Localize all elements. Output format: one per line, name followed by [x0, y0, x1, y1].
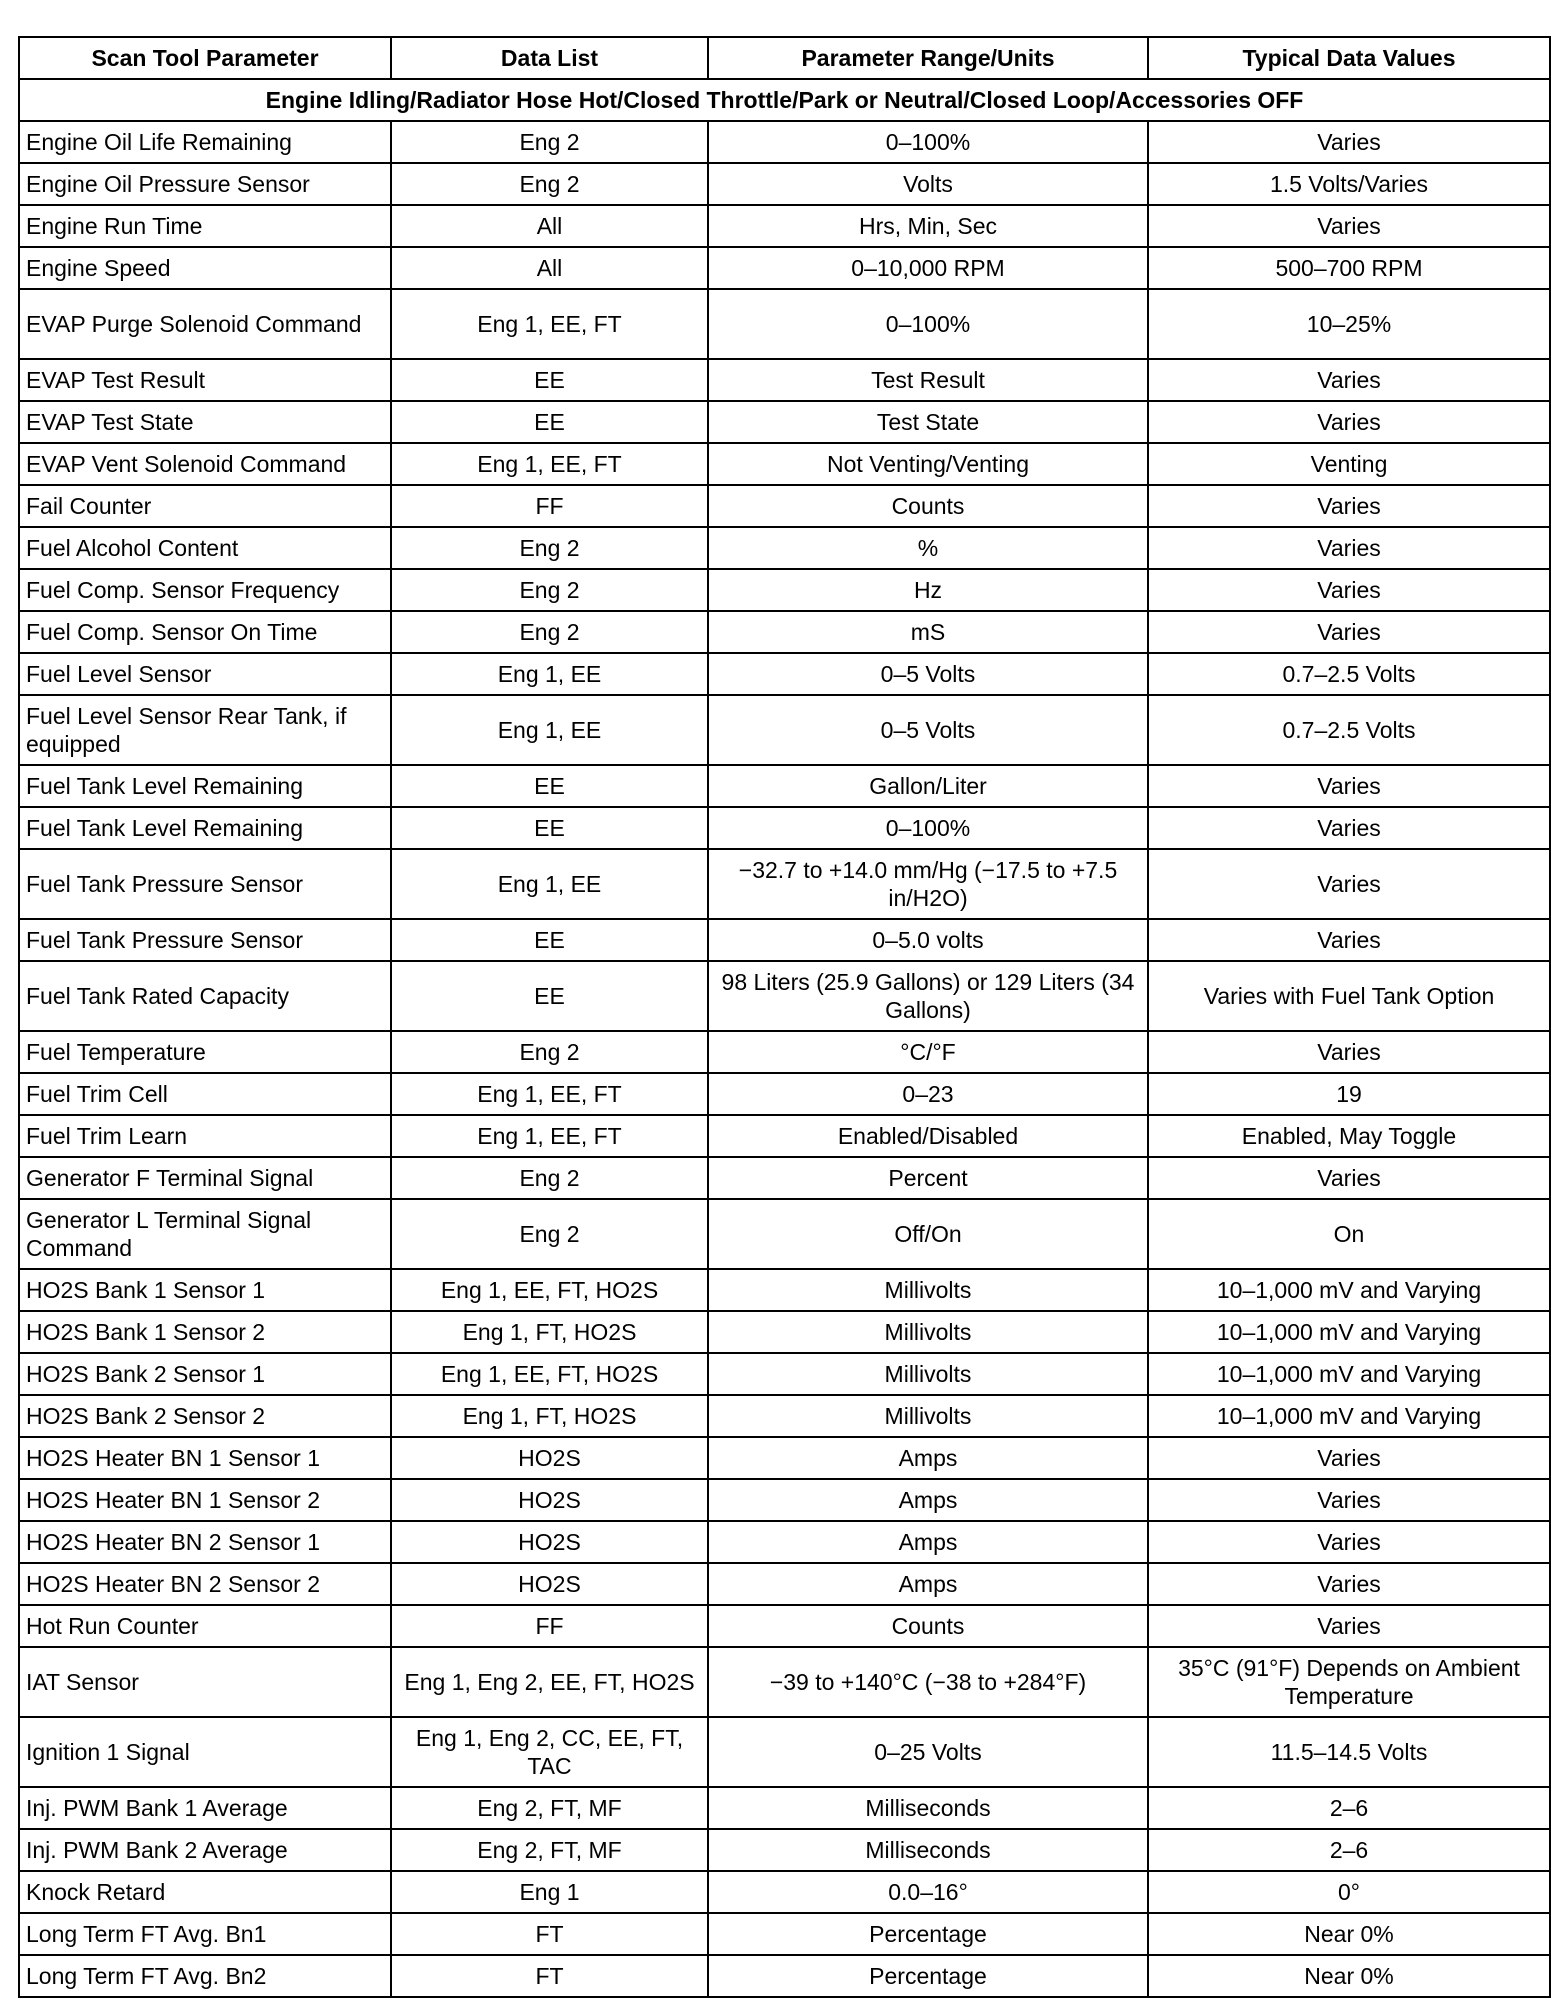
data-list-cell: Eng 1, FT, HO2S [391, 1311, 708, 1353]
data-list-cell: Eng 2 [391, 163, 708, 205]
table-row [19, 1521, 1550, 1563]
parameter-cell: Long Term FT Avg. Bn2 [19, 1955, 391, 1997]
range-units-cell: Millivolts [708, 1395, 1148, 1437]
range-units-cell: Volts [708, 163, 1148, 205]
table-row [19, 485, 1550, 527]
data-list-cell: Eng 1, Eng 2, EE, FT, HO2S [391, 1647, 708, 1717]
range-units-cell: Percentage [708, 1913, 1148, 1955]
typical-value-cell: 10–25% [1148, 289, 1550, 359]
typical-value-cell: Varies [1148, 359, 1550, 401]
parameter-cell: Engine Oil Life Remaining [19, 121, 391, 163]
table-row [19, 527, 1550, 569]
typical-value-cell: Varies [1148, 807, 1550, 849]
data-list-cell: HO2S [391, 1479, 708, 1521]
column-header-parameter: Scan Tool Parameter [19, 37, 391, 79]
typical-value-cell: Varies [1148, 569, 1550, 611]
range-units-cell: 0.0–16° [708, 1871, 1148, 1913]
table-row [19, 1871, 1550, 1913]
typical-value-cell: 35°C (91°F) Depends on Ambient Temperature [1148, 1647, 1550, 1717]
table-row [19, 807, 1550, 849]
typical-value-cell: 10–1,000 mV and Varying [1148, 1353, 1550, 1395]
data-list-cell: All [391, 247, 708, 289]
range-units-cell: Gallon/Liter [708, 765, 1148, 807]
data-list-cell: EE [391, 807, 708, 849]
data-list-cell: Eng 1, EE, FT [391, 443, 708, 485]
parameter-cell: EVAP Vent Solenoid Command [19, 443, 391, 485]
table-row [19, 443, 1550, 485]
parameter-cell: Generator L Terminal Signal Command [19, 1199, 391, 1269]
data-list-cell: Eng 2 [391, 611, 708, 653]
table-row [19, 1031, 1550, 1073]
data-list-cell: FT [391, 1955, 708, 1997]
parameter-cell: Fuel Tank Pressure Sensor [19, 849, 391, 919]
typical-value-cell: 19 [1148, 1073, 1550, 1115]
typical-value-cell: 1.5 Volts/Varies [1148, 163, 1550, 205]
parameter-cell: Generator F Terminal Signal [19, 1157, 391, 1199]
parameter-cell: HO2S Bank 1 Sensor 2 [19, 1311, 391, 1353]
typical-value-cell: Venting [1148, 443, 1550, 485]
data-list-cell: FF [391, 1605, 708, 1647]
table-row [19, 163, 1550, 205]
table-row [19, 1563, 1550, 1605]
typical-value-cell: Varies [1148, 919, 1550, 961]
parameter-cell: HO2S Bank 2 Sensor 1 [19, 1353, 391, 1395]
parameter-cell: Fuel Tank Level Remaining [19, 807, 391, 849]
data-list-cell: Eng 1, Eng 2, CC, EE, FT, TAC [391, 1717, 708, 1787]
table-row [19, 289, 1550, 359]
data-list-cell: HO2S [391, 1563, 708, 1605]
range-units-cell: Counts [708, 485, 1148, 527]
table-row [19, 401, 1550, 443]
range-units-cell: 0–23 [708, 1073, 1148, 1115]
range-units-cell: 0–5.0 volts [708, 919, 1148, 961]
typical-value-cell: Enabled, May Toggle [1148, 1115, 1550, 1157]
table-row [19, 695, 1550, 765]
range-units-cell: Percentage [708, 1955, 1148, 1997]
parameter-cell: Fuel Tank Rated Capacity [19, 961, 391, 1031]
data-list-cell: Eng 2 [391, 569, 708, 611]
data-list-cell: Eng 1, EE [391, 695, 708, 765]
table-row [19, 1479, 1550, 1521]
table-row [19, 849, 1550, 919]
table-row [19, 611, 1550, 653]
parameter-cell: Fuel Tank Level Remaining [19, 765, 391, 807]
table-row [19, 1115, 1550, 1157]
data-list-cell: EE [391, 765, 708, 807]
data-list-cell: Eng 1, EE, FT [391, 1073, 708, 1115]
typical-value-cell: Varies [1148, 121, 1550, 163]
table-row [19, 919, 1550, 961]
range-units-cell: Test State [708, 401, 1148, 443]
data-list-cell: All [391, 205, 708, 247]
range-units-cell: Hrs, Min, Sec [708, 205, 1148, 247]
table-row [19, 1395, 1550, 1437]
table-row [19, 1913, 1550, 1955]
parameter-cell: Long Term FT Avg. Bn1 [19, 1913, 391, 1955]
data-list-cell: Eng 1, EE, FT, HO2S [391, 1353, 708, 1395]
table-row [19, 1717, 1550, 1787]
range-units-cell: −32.7 to +14.0 mm/Hg (−17.5 to +7.5 in/H2O) [708, 849, 1148, 919]
range-units-cell: Enabled/Disabled [708, 1115, 1148, 1157]
data-list-cell: HO2S [391, 1521, 708, 1563]
typical-value-cell: 10–1,000 mV and Varying [1148, 1395, 1550, 1437]
range-units-cell: 0–100% [708, 289, 1148, 359]
table-row [19, 1311, 1550, 1353]
parameter-cell: Fuel Trim Cell [19, 1073, 391, 1115]
typical-value-cell: Varies [1148, 205, 1550, 247]
range-units-cell: Amps [708, 1437, 1148, 1479]
parameter-cell: HO2S Heater BN 1 Sensor 2 [19, 1479, 391, 1521]
typical-value-cell: Near 0% [1148, 1913, 1550, 1955]
typical-value-cell: 11.5–14.5 Volts [1148, 1717, 1550, 1787]
parameter-cell: Engine Oil Pressure Sensor [19, 163, 391, 205]
parameter-cell: Fuel Comp. Sensor Frequency [19, 569, 391, 611]
range-units-cell: Amps [708, 1479, 1148, 1521]
table-row [19, 1829, 1550, 1871]
parameter-cell: Fuel Level Sensor [19, 653, 391, 695]
range-units-cell: mS [708, 611, 1148, 653]
parameter-cell: Knock Retard [19, 1871, 391, 1913]
range-units-cell: Amps [708, 1521, 1148, 1563]
range-units-cell: 0–5 Volts [708, 695, 1148, 765]
parameter-cell: Fuel Level Sensor Rear Tank, if equipped [19, 695, 391, 765]
range-units-cell: Amps [708, 1563, 1148, 1605]
data-list-cell: Eng 1, EE [391, 849, 708, 919]
table-row [19, 1157, 1550, 1199]
parameter-cell: Inj. PWM Bank 1 Average [19, 1787, 391, 1829]
data-list-cell: Eng 2, FT, MF [391, 1829, 708, 1871]
range-units-cell: Counts [708, 1605, 1148, 1647]
range-units-cell: 0–100% [708, 807, 1148, 849]
range-units-cell: Not Venting/Venting [708, 443, 1148, 485]
range-units-cell: Millivolts [708, 1353, 1148, 1395]
data-list-cell: Eng 1, EE, FT, HO2S [391, 1269, 708, 1311]
typical-value-cell: Near 0% [1148, 1955, 1550, 1997]
parameter-cell: Inj. PWM Bank 2 Average [19, 1829, 391, 1871]
table-row [19, 1605, 1550, 1647]
parameter-cell: Engine Run Time [19, 205, 391, 247]
typical-value-cell: Varies [1148, 1437, 1550, 1479]
typical-value-cell: Varies [1148, 401, 1550, 443]
typical-value-cell: 0.7–2.5 Volts [1148, 653, 1550, 695]
parameter-cell: IAT Sensor [19, 1647, 391, 1717]
data-list-cell: HO2S [391, 1437, 708, 1479]
range-units-cell: Milliseconds [708, 1787, 1148, 1829]
condition-row [19, 79, 1550, 121]
typical-value-cell: Varies [1148, 1479, 1550, 1521]
data-list-cell: FF [391, 485, 708, 527]
range-units-cell: 0–10,000 RPM [708, 247, 1148, 289]
column-header-typical-values: Typical Data Values [1148, 37, 1550, 79]
range-units-cell: % [708, 527, 1148, 569]
data-list-cell: Eng 2 [391, 121, 708, 163]
typical-value-cell: 10–1,000 mV and Varying [1148, 1269, 1550, 1311]
table-row [19, 359, 1550, 401]
range-units-cell: 0–25 Volts [708, 1717, 1148, 1787]
data-list-cell: Eng 1, EE, FT [391, 289, 708, 359]
range-units-cell: Millivolts [708, 1269, 1148, 1311]
parameter-cell: HO2S Heater BN 2 Sensor 2 [19, 1563, 391, 1605]
parameter-cell: Fuel Tank Pressure Sensor [19, 919, 391, 961]
typical-value-cell: Varies [1148, 1605, 1550, 1647]
parameter-cell: HO2S Heater BN 2 Sensor 1 [19, 1521, 391, 1563]
scan-tool-data-table [18, 36, 1551, 1998]
parameter-cell: Fail Counter [19, 485, 391, 527]
table-row [19, 1073, 1550, 1115]
typical-value-cell: Varies [1148, 611, 1550, 653]
range-units-cell: Milliseconds [708, 1829, 1148, 1871]
typical-value-cell: Varies [1148, 1521, 1550, 1563]
parameter-cell: EVAP Test State [19, 401, 391, 443]
data-list-cell: FT [391, 1913, 708, 1955]
typical-value-cell: Varies [1148, 1157, 1550, 1199]
data-list-cell: EE [391, 401, 708, 443]
range-units-cell: Off/On [708, 1199, 1148, 1269]
parameter-cell: Fuel Temperature [19, 1031, 391, 1073]
typical-value-cell: Varies [1148, 527, 1550, 569]
data-list-cell: EE [391, 961, 708, 1031]
table-row [19, 653, 1550, 695]
data-list-cell: Eng 1, FT, HO2S [391, 1395, 708, 1437]
table-row [19, 205, 1550, 247]
typical-value-cell: Varies [1148, 1563, 1550, 1605]
data-list-cell: Eng 2 [391, 1199, 708, 1269]
table-row [19, 1269, 1550, 1311]
data-list-cell: EE [391, 919, 708, 961]
range-units-cell: 0–5 Volts [708, 653, 1148, 695]
table-row [19, 1787, 1550, 1829]
typical-value-cell: Varies [1148, 849, 1550, 919]
parameter-cell: Fuel Trim Learn [19, 1115, 391, 1157]
column-header-range-units: Parameter Range/Units [708, 37, 1148, 79]
parameter-cell: Fuel Alcohol Content [19, 527, 391, 569]
range-units-cell: Hz [708, 569, 1148, 611]
header-row [19, 37, 1550, 79]
typical-value-cell: 0° [1148, 1871, 1550, 1913]
parameter-cell: Ignition 1 Signal [19, 1717, 391, 1787]
typical-value-cell: 2–6 [1148, 1829, 1550, 1871]
range-units-cell: Test Result [708, 359, 1148, 401]
typical-value-cell: On [1148, 1199, 1550, 1269]
parameter-cell: EVAP Test Result [19, 359, 391, 401]
data-list-cell: Eng 2 [391, 527, 708, 569]
parameter-cell: Fuel Comp. Sensor On Time [19, 611, 391, 653]
range-units-cell: Millivolts [708, 1311, 1148, 1353]
typical-value-cell: 500–700 RPM [1148, 247, 1550, 289]
data-list-cell: Eng 1, EE [391, 653, 708, 695]
table-row [19, 1199, 1550, 1269]
table-row [19, 765, 1550, 807]
range-units-cell: °C/°F [708, 1031, 1148, 1073]
table-row [19, 247, 1550, 289]
range-units-cell: −39 to +140°C (−38 to +284°F) [708, 1647, 1148, 1717]
table-row [19, 1353, 1550, 1395]
table-row [19, 961, 1550, 1031]
data-list-cell: Eng 2, FT, MF [391, 1787, 708, 1829]
parameter-cell: Hot Run Counter [19, 1605, 391, 1647]
typical-value-cell: Varies [1148, 1031, 1550, 1073]
typical-value-cell: Varies [1148, 485, 1550, 527]
typical-value-cell: 10–1,000 mV and Varying [1148, 1311, 1550, 1353]
table-row [19, 569, 1550, 611]
typical-value-cell: Varies [1148, 765, 1550, 807]
table-row [19, 1437, 1550, 1479]
typical-value-cell: 0.7–2.5 Volts [1148, 695, 1550, 765]
data-list-cell: Eng 2 [391, 1031, 708, 1073]
data-list-cell: Eng 1 [391, 1871, 708, 1913]
range-units-cell: 98 Liters (25.9 Gallons) or 129 Liters (34 Gallons) [708, 961, 1148, 1031]
range-units-cell: 0–100% [708, 121, 1148, 163]
data-list-cell: Eng 2 [391, 1157, 708, 1199]
typical-value-cell: 2–6 [1148, 1787, 1550, 1829]
parameter-cell: Engine Speed [19, 247, 391, 289]
parameter-cell: EVAP Purge Solenoid Command [19, 289, 391, 359]
column-header-data-list: Data List [391, 37, 708, 79]
parameter-cell: HO2S Bank 2 Sensor 2 [19, 1395, 391, 1437]
table-row [19, 121, 1550, 163]
parameter-cell: HO2S Bank 1 Sensor 1 [19, 1269, 391, 1311]
parameter-cell: HO2S Heater BN 1 Sensor 1 [19, 1437, 391, 1479]
data-list-cell: EE [391, 359, 708, 401]
data-list-cell: Eng 1, EE, FT [391, 1115, 708, 1157]
table-row [19, 1647, 1550, 1717]
typical-value-cell: Varies with Fuel Tank Option [1148, 961, 1550, 1031]
condition-text: Engine Idling/Radiator Hose Hot/Closed Throttle/Park or Neutral/Closed Loop/Accessories OFF [19, 79, 1550, 121]
table-row [19, 1955, 1550, 1997]
range-units-cell: Percent [708, 1157, 1148, 1199]
